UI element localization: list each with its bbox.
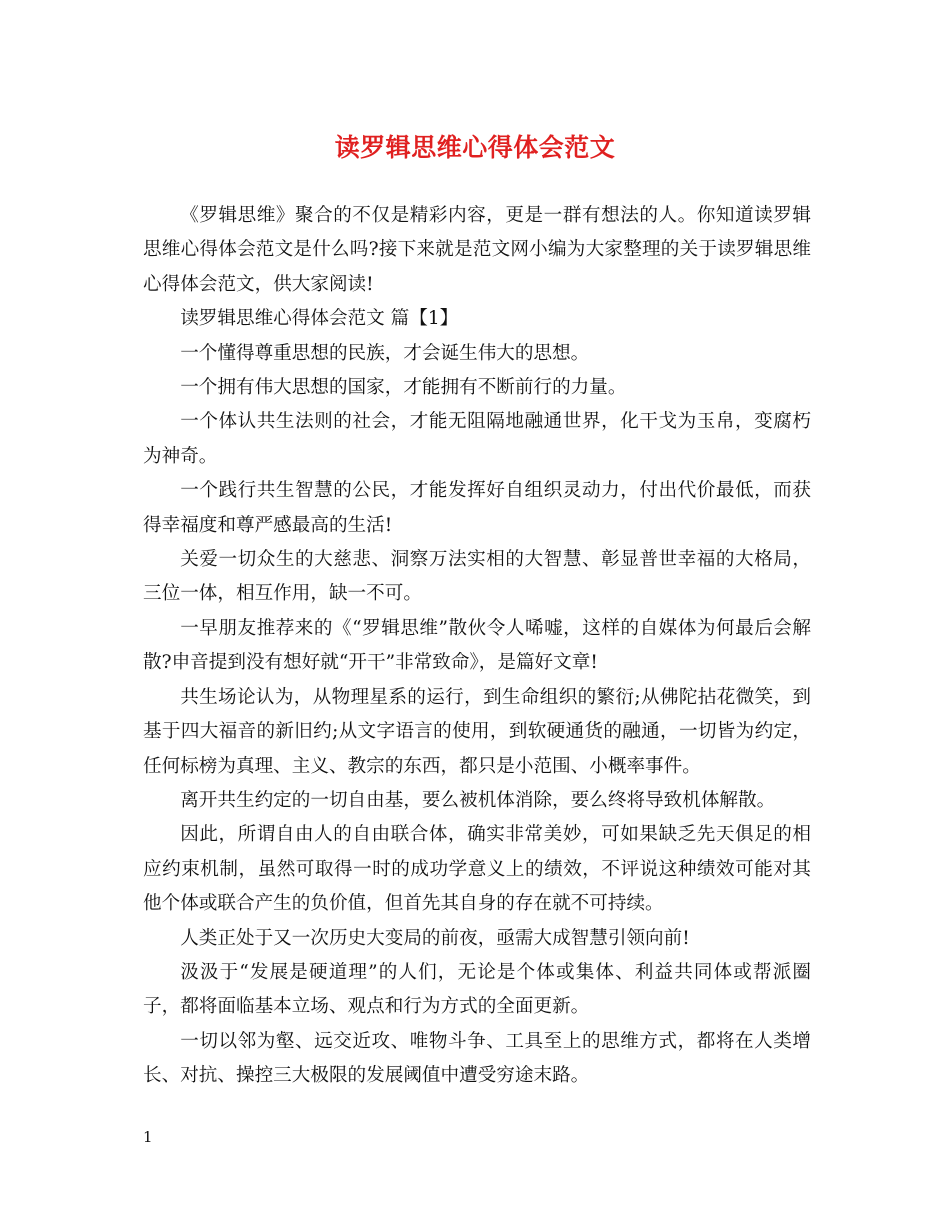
paragraph: 一个践行共生智慧的公民，才能发挥好自组织灵动力，付出代价最低，而获得幸福度和尊严感最高的生活!: [143, 480, 811, 536]
paragraph: 一切以邻为壑、远交近攻、唯物斗争、工具至上的思维方式，都将在人类增长、对抗、操控三大极限的发展阈值中遭受穷途末路。: [143, 1030, 811, 1087]
paragraph: 人类正处于又一次历史大变局的前夜，亟需大成智慧引领向前!: [180, 927, 690, 949]
paragraph: 《罗辑思维》聚合的不仅是精彩内容，更是一群有想法的人。你知道读罗辑思维心得体会范文是什么吗?接下来就是范文网小编为大家整理的关于读罗辑思维心得体会范文，供大家阅读!: [143, 205, 811, 295]
paragraph: 一个懂得尊重思想的民族，才会诞生伟大的思想。: [180, 342, 590, 364]
document-title: 读罗辑思维心得体会范文: [334, 133, 616, 162]
paragraph: 因此，所谓自由人的自由联合体，确实非常美妙，可如果缺乏先天俱足的相应约束机制，虽然可取得一时的成功学意义上的绩效，不评说这种绩效可能对其他个体或联合产生的负价值，但首先其自身的存在就不可持续。: [143, 824, 811, 915]
paragraph: 共生场论认为，从物理星系的运行，到生命组织的繁衍;从佛陀拈花微笑，到基于四大福音的新旧约;从文字语言的使用，到软硬通货的融通，一切皆为约定，任何标榜为真理、主义、教宗的东西，都只是小范围、小概率事件。: [143, 686, 811, 777]
paragraph: 一早朋友推荐来的《“罗辑思维”散伙令人唏嘘，这样的自媒体为何最后会解散?申音提到没有想好就“开干”非常致命》，是篇好文章!: [143, 617, 811, 674]
page-number: 1: [143, 1128, 153, 1146]
document-body: [143, 199, 811, 1094]
section-heading: 读罗辑思维心得体会范文 篇【1】: [180, 308, 459, 330]
paragraph: 离开共生约定的一切自由基，要么被机体消除，要么终将导致机体解散。: [180, 789, 776, 811]
paragraph: 一个体认共生法则的社会，才能无阻隔地融通世界，化干戈为玉帛，变腐朽为神奇。: [143, 411, 811, 467]
paragraph: 一个拥有伟大思想的国家，才能拥有不断前行的力量。: [180, 377, 627, 399]
paragraph: 汲汲于“发展是硬道理”的人们，无论是个体或集体、利益共同体或帮派圈子，都将面临基本立场、观点和行为方式的全面更新。: [143, 961, 811, 1018]
paragraph: 关爱一切众生的大慈悲、洞察万法实相的大智慧、彰显普世幸福的大格局，三位一体，相互作用，缺一不可。: [143, 549, 811, 605]
